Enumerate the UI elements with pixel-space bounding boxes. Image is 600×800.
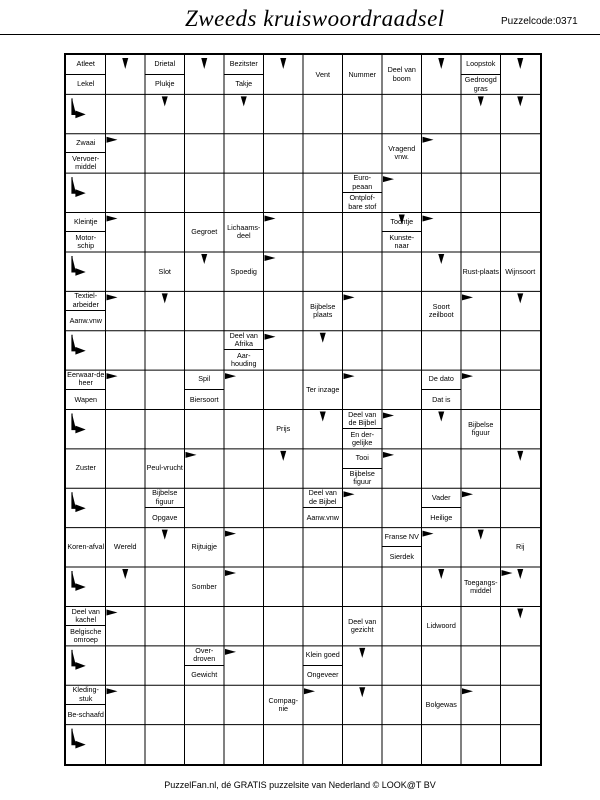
answer-cell[interactable] <box>224 449 264 488</box>
clue-cell <box>185 646 225 685</box>
clue-cell <box>224 252 264 291</box>
answer-cell[interactable] <box>145 370 185 409</box>
clue-text: Gedroogd gras <box>464 75 497 93</box>
clue-text: Gegroet <box>191 227 218 237</box>
answer-cell[interactable] <box>343 488 383 527</box>
answer-cell[interactable] <box>303 331 343 370</box>
clue-text: Rust-plaats <box>462 266 499 276</box>
clue-text: Spil <box>185 370 225 390</box>
answer-cell[interactable] <box>145 291 185 330</box>
answer-cell[interactable] <box>185 449 225 488</box>
clue-text: Motor-schip <box>75 232 97 251</box>
clue-cell <box>145 488 185 527</box>
answer-cell[interactable] <box>382 449 422 488</box>
answer-cell[interactable] <box>106 134 146 173</box>
answer-cell[interactable] <box>224 410 264 449</box>
answer-cell[interactable] <box>106 410 146 449</box>
answer-cell[interactable] <box>422 528 462 567</box>
clue-text: Deel van de Bijbel <box>303 488 343 508</box>
answer-cell[interactable] <box>185 725 225 764</box>
clue-cell <box>66 213 106 252</box>
answer-cell[interactable] <box>66 725 106 764</box>
answer-cell[interactable] <box>382 606 422 645</box>
clue-text: Slot <box>158 266 171 276</box>
answer-cell[interactable] <box>461 291 501 330</box>
clue-text: Bezitster <box>224 55 264 75</box>
answer-cell[interactable] <box>106 291 146 330</box>
answer-cell[interactable] <box>185 252 225 291</box>
answer-cell[interactable] <box>106 94 146 133</box>
answer-cell[interactable] <box>461 449 501 488</box>
answer-cell[interactable] <box>382 646 422 685</box>
answer-cell[interactable] <box>343 252 383 291</box>
clue-text: Toegangs-middel <box>463 577 498 595</box>
answer-cell[interactable] <box>422 449 462 488</box>
clue-cell <box>501 528 541 567</box>
answer-cell[interactable] <box>422 331 462 370</box>
clue-text: Bijbelse figuur <box>145 488 185 508</box>
clue-text: Tooi <box>343 449 383 469</box>
answer-cell[interactable] <box>224 685 264 724</box>
clue-text: Deel van Afrika <box>224 331 264 351</box>
answer-cell[interactable] <box>224 606 264 645</box>
clue-text: Vervoer-middel <box>72 154 100 172</box>
clue-text: Zuster <box>75 463 96 473</box>
answer-cell[interactable] <box>303 685 343 724</box>
answer-cell[interactable] <box>264 173 304 212</box>
clue-text: Euro-peaan <box>343 173 383 193</box>
answer-cell[interactable] <box>145 606 185 645</box>
clue-cell <box>66 291 106 330</box>
answer-cell[interactable] <box>106 173 146 212</box>
answer-cell[interactable] <box>224 567 264 606</box>
answer-cell[interactable] <box>303 528 343 567</box>
answer-cell[interactable] <box>382 488 422 527</box>
answer-cell[interactable] <box>422 213 462 252</box>
clue-text: Be-schaafd <box>67 709 104 719</box>
answer-cell[interactable] <box>461 685 501 724</box>
answer-cell[interactable] <box>501 370 541 409</box>
answer-cell[interactable] <box>382 725 422 764</box>
answer-cell[interactable] <box>145 528 185 567</box>
answer-cell[interactable] <box>382 370 422 409</box>
answer-cell[interactable] <box>501 488 541 527</box>
header-rule <box>0 34 600 35</box>
clue-cell <box>224 331 264 370</box>
clue-cell <box>422 685 462 724</box>
clue-cell <box>66 449 106 488</box>
clue-cell <box>343 606 383 645</box>
answer-cell[interactable] <box>343 213 383 252</box>
answer-cell[interactable] <box>185 685 225 724</box>
clue-cell <box>66 528 106 567</box>
clue-cell <box>422 606 462 645</box>
answer-cell[interactable] <box>145 173 185 212</box>
clue-text: Bijbelse figuur <box>349 469 375 487</box>
answer-cell[interactable] <box>343 528 383 567</box>
answer-cell[interactable] <box>264 94 304 133</box>
answer-cell[interactable] <box>145 685 185 724</box>
answer-cell[interactable] <box>106 449 146 488</box>
answer-cell[interactable] <box>106 252 146 291</box>
answer-cell[interactable] <box>303 725 343 764</box>
clue-text: Nummer <box>348 69 377 79</box>
answer-cell[interactable] <box>264 528 304 567</box>
clue-text: Peul-vrucht <box>146 463 183 473</box>
clue-text: Klein goed <box>303 646 343 666</box>
clue-text: Belgische omroep <box>70 626 102 644</box>
clue-cell <box>66 55 106 94</box>
clue-cell <box>185 567 225 606</box>
answer-cell[interactable] <box>264 606 304 645</box>
clue-text: Soort zeilboot <box>428 301 454 320</box>
answer-cell[interactable] <box>461 646 501 685</box>
clue-text: Ontplof-bare stof <box>348 193 377 211</box>
answer-cell[interactable] <box>264 291 304 330</box>
answer-cell[interactable] <box>106 488 146 527</box>
puzzle-title: Zweeds kruiswoordraadsel <box>185 6 445 31</box>
answer-cell[interactable] <box>185 291 225 330</box>
answer-cell[interactable] <box>501 173 541 212</box>
answer-cell[interactable] <box>382 252 422 291</box>
answer-cell[interactable] <box>185 606 225 645</box>
puzzle-code: Puzzelcode:0371 <box>501 16 578 27</box>
answer-cell[interactable] <box>422 94 462 133</box>
clue-cell <box>461 410 501 449</box>
answer-cell[interactable] <box>224 291 264 330</box>
answer-cell[interactable] <box>343 725 383 764</box>
clue-cell <box>382 134 422 173</box>
answer-cell[interactable] <box>422 410 462 449</box>
answer-cell[interactable] <box>461 173 501 212</box>
clue-cell <box>382 55 422 94</box>
clue-text: Somber <box>191 581 217 591</box>
clue-text: Kleintje <box>66 213 106 233</box>
answer-cell[interactable] <box>422 646 462 685</box>
clue-text: Biersoort <box>189 394 219 404</box>
clue-cell <box>422 488 462 527</box>
clue-text: Vent <box>315 69 330 79</box>
answer-cell[interactable] <box>264 331 304 370</box>
clue-text: Wereld <box>113 542 137 552</box>
answer-cell[interactable] <box>224 134 264 173</box>
answer-cell[interactable] <box>303 173 343 212</box>
answer-cell[interactable] <box>461 134 501 173</box>
clue-cell <box>185 213 225 252</box>
clue-cell <box>145 449 185 488</box>
clue-cell <box>185 370 225 409</box>
clue-text: Kunste-naar <box>389 232 415 251</box>
answer-cell[interactable] <box>422 55 462 94</box>
clue-cell <box>303 55 343 94</box>
clue-text: Deel van kachel <box>66 606 106 626</box>
clue-text: Bolgewas <box>425 699 457 709</box>
clue-text: Over-droven <box>185 646 225 666</box>
answer-cell[interactable] <box>106 606 146 645</box>
clue-text: Vader <box>422 488 462 508</box>
answer-cell[interactable] <box>106 685 146 724</box>
clue-text: Atleet <box>66 55 106 75</box>
clue-text: Eerwaar-de heer <box>66 370 106 390</box>
clue-cell <box>106 528 146 567</box>
answer-cell[interactable] <box>106 646 146 685</box>
answer-cell[interactable] <box>66 488 106 527</box>
clue-text: Gewicht <box>191 670 218 680</box>
clue-text: Loopstok <box>461 55 501 75</box>
answer-cell[interactable] <box>145 213 185 252</box>
answer-cell[interactable] <box>264 134 304 173</box>
answer-cell[interactable] <box>461 213 501 252</box>
answer-cell[interactable] <box>66 94 106 133</box>
clue-text: Lekel <box>77 79 95 89</box>
answer-cell[interactable] <box>501 291 541 330</box>
answer-cell[interactable] <box>264 646 304 685</box>
answer-cell[interactable] <box>264 567 304 606</box>
clue-text: Aar-houding <box>230 351 257 369</box>
answer-cell[interactable] <box>501 646 541 685</box>
answer-cell[interactable] <box>501 606 541 645</box>
answer-cell[interactable] <box>224 488 264 527</box>
clue-cell <box>303 370 343 409</box>
answer-cell[interactable] <box>303 213 343 252</box>
answer-cell[interactable] <box>501 449 541 488</box>
answer-cell[interactable] <box>343 370 383 409</box>
clue-text: Zwaai <box>66 134 106 154</box>
answer-cell[interactable] <box>501 567 541 606</box>
clue-cell <box>303 291 343 330</box>
answer-cell[interactable] <box>501 134 541 173</box>
clue-text: Sierdek <box>389 552 414 562</box>
clue-text: Wijnsoort <box>505 266 536 276</box>
clue-text: Lichaams-deel <box>227 223 261 241</box>
answer-cell[interactable] <box>501 213 541 252</box>
answer-cell[interactable] <box>382 291 422 330</box>
clue-text: Kleding-stuk <box>66 685 106 705</box>
answer-cell[interactable] <box>461 331 501 370</box>
answer-cell[interactable] <box>422 725 462 764</box>
answer-cell[interactable] <box>264 725 304 764</box>
clue-cell <box>145 55 185 94</box>
clue-text: Franse NV <box>382 528 422 548</box>
clue-cell <box>343 449 383 488</box>
answer-cell[interactable] <box>501 685 541 724</box>
answer-cell[interactable] <box>66 646 106 685</box>
clue-cell <box>185 528 225 567</box>
clue-cell <box>66 134 106 173</box>
clue-text: En der-gelijke <box>350 429 375 448</box>
clue-cell <box>343 55 383 94</box>
answer-cell[interactable] <box>66 567 106 606</box>
clue-text: Rijtuigje <box>191 542 218 552</box>
answer-cell[interactable] <box>66 410 106 449</box>
answer-cell[interactable] <box>303 606 343 645</box>
clue-text: Prijs <box>276 424 291 434</box>
clue-cell <box>264 410 304 449</box>
clue-text: Deel van gezicht <box>348 616 377 635</box>
answer-cell[interactable] <box>185 94 225 133</box>
answer-cell[interactable] <box>303 252 343 291</box>
answer-cell[interactable] <box>224 646 264 685</box>
clue-cell <box>303 488 343 527</box>
answer-cell[interactable] <box>224 370 264 409</box>
clue-text: Deel van de Bijbel <box>343 410 383 430</box>
answer-cell[interactable] <box>185 488 225 527</box>
clue-text: Vragend vnw. <box>388 144 416 162</box>
clue-text: Tochtje <box>382 213 422 233</box>
answer-cell[interactable] <box>343 94 383 133</box>
answer-cell[interactable] <box>106 567 146 606</box>
answer-cell[interactable] <box>66 331 106 370</box>
answer-cell[interactable] <box>185 173 225 212</box>
answer-cell[interactable] <box>145 646 185 685</box>
clue-cell <box>501 252 541 291</box>
answer-cell[interactable] <box>303 567 343 606</box>
answer-cell[interactable] <box>145 725 185 764</box>
clue-text: Ongeveer <box>306 670 339 680</box>
clue-text: Plukje <box>154 79 175 89</box>
answer-cell[interactable] <box>106 370 146 409</box>
clue-text: Rij <box>516 542 525 552</box>
clue-text: Aanw.vnw <box>306 512 339 522</box>
clue-text: Compag-nie <box>268 695 299 713</box>
answer-cell[interactable] <box>106 331 146 370</box>
answer-cell[interactable] <box>501 725 541 764</box>
answer-cell[interactable] <box>382 173 422 212</box>
answer-cell[interactable] <box>264 55 304 94</box>
answer-cell[interactable] <box>264 449 304 488</box>
answer-cell[interactable] <box>224 725 264 764</box>
answer-cell[interactable] <box>343 134 383 173</box>
answer-cell[interactable] <box>224 94 264 133</box>
clue-cell <box>461 252 501 291</box>
answer-cell[interactable] <box>185 55 225 94</box>
answer-cell[interactable] <box>343 685 383 724</box>
clue-cell <box>303 646 343 685</box>
clue-text: De dato <box>422 370 462 390</box>
clue-cell <box>66 685 106 724</box>
answer-cell[interactable] <box>145 134 185 173</box>
answer-cell[interactable] <box>224 173 264 212</box>
answer-cell[interactable] <box>501 410 541 449</box>
clue-cell <box>382 528 422 567</box>
answer-cell[interactable] <box>501 331 541 370</box>
clue-text: Bijbelse figuur <box>468 419 494 438</box>
answer-cell[interactable] <box>145 567 185 606</box>
clue-text: Aanw.vnw <box>69 315 102 325</box>
clue-cell <box>145 252 185 291</box>
clue-text: Wapen <box>74 394 97 404</box>
answer-cell[interactable] <box>303 449 343 488</box>
answer-cell[interactable] <box>382 410 422 449</box>
answer-cell[interactable] <box>264 370 304 409</box>
answer-cell[interactable] <box>461 488 501 527</box>
answer-cell[interactable] <box>185 134 225 173</box>
clue-cell <box>422 370 462 409</box>
clue-cell <box>382 213 422 252</box>
answer-cell[interactable] <box>422 567 462 606</box>
answer-cell[interactable] <box>185 410 225 449</box>
clue-text: Dat is <box>432 394 451 404</box>
clue-text: Drietal <box>145 55 185 75</box>
clue-text: Ter inzage <box>306 384 340 394</box>
answer-cell[interactable] <box>303 410 343 449</box>
clue-cell <box>66 370 106 409</box>
answer-cell[interactable] <box>343 291 383 330</box>
clue-text: Spoedig <box>230 266 257 276</box>
answer-cell[interactable] <box>343 331 383 370</box>
answer-cell[interactable] <box>461 606 501 645</box>
clue-cell <box>343 173 383 212</box>
clue-text: Takje <box>235 79 253 89</box>
crossword-grid[interactable] <box>64 53 542 766</box>
answer-cell[interactable] <box>382 685 422 724</box>
footer-credit: PuzzelFan.nl, dé GRATIS puzzelsite van Nederland © LOOK@T BV <box>164 780 436 790</box>
answer-cell[interactable] <box>422 173 462 212</box>
clue-text: Bijbelse plaats <box>310 301 336 320</box>
answer-cell[interactable] <box>461 370 501 409</box>
answer-cell[interactable] <box>145 410 185 449</box>
clue-text: Textiel-arbeider <box>66 291 106 311</box>
answer-cell[interactable] <box>501 55 541 94</box>
answer-cell[interactable] <box>264 488 304 527</box>
answer-cell[interactable] <box>145 94 185 133</box>
clue-text: Koren-afval <box>67 542 105 552</box>
clue-cell <box>461 55 501 94</box>
answer-cell[interactable] <box>106 55 146 94</box>
clue-text: Opgave <box>152 512 178 522</box>
clue-cell <box>66 606 106 645</box>
clue-cell <box>343 410 383 449</box>
clue-text: Lidwoord <box>426 621 456 631</box>
answer-cell[interactable] <box>461 528 501 567</box>
answer-cell[interactable] <box>66 173 106 212</box>
answer-cell[interactable] <box>106 725 146 764</box>
answer-cell[interactable] <box>422 252 462 291</box>
clue-text: Deel van boom <box>387 65 416 83</box>
answer-cell[interactable] <box>461 94 501 133</box>
clue-text: Heilige <box>430 512 453 522</box>
answer-cell[interactable] <box>264 252 304 291</box>
answer-cell[interactable] <box>501 94 541 133</box>
clue-cell <box>264 685 304 724</box>
answer-cell[interactable] <box>264 213 304 252</box>
answer-cell[interactable] <box>382 567 422 606</box>
answer-cell[interactable] <box>343 567 383 606</box>
answer-cell[interactable] <box>185 331 225 370</box>
answer-cell[interactable] <box>422 134 462 173</box>
answer-cell[interactable] <box>303 94 343 133</box>
clue-cell <box>224 213 264 252</box>
answer-cell[interactable] <box>382 331 422 370</box>
answer-cell[interactable] <box>224 528 264 567</box>
answer-cell[interactable] <box>461 725 501 764</box>
answer-cell[interactable] <box>145 331 185 370</box>
answer-cell[interactable] <box>66 252 106 291</box>
clue-cell <box>422 291 462 330</box>
answer-cell[interactable] <box>343 646 383 685</box>
answer-cell[interactable] <box>382 94 422 133</box>
answer-cell[interactable] <box>106 213 146 252</box>
answer-cell[interactable] <box>303 134 343 173</box>
clue-cell <box>461 567 501 606</box>
clue-cell <box>224 55 264 94</box>
